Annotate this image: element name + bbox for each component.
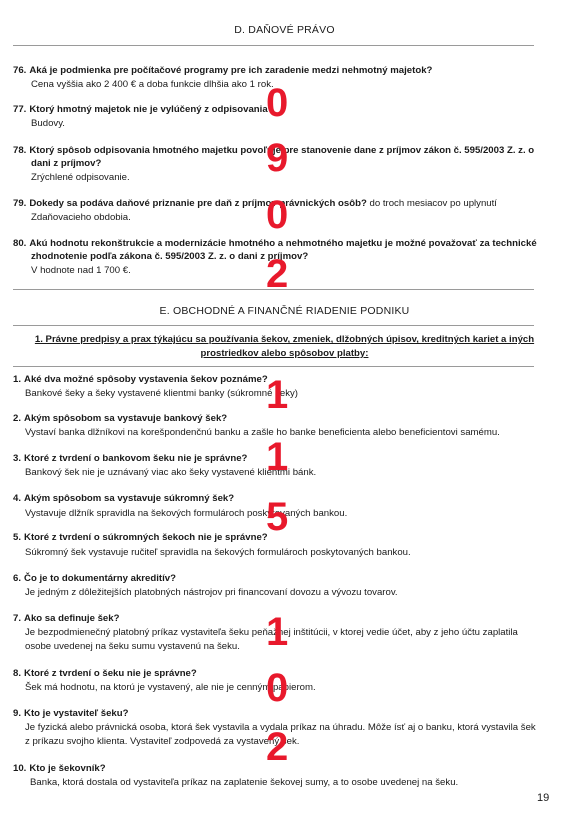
question-78: 78. Ktorý spôsob odpisovania hmotného majetku povoľuje pre stanovenie dane z príjmov zákon č. 595/2003 Z. z. o: [13, 145, 535, 156]
answer-77: Budovy.: [31, 118, 65, 129]
red-digit-mark: 1: [266, 435, 289, 479]
answer-78: Zrýchlené odpisovanie.: [31, 172, 130, 183]
red-digit-mark: 0: [266, 666, 289, 710]
question-80-cont: zhodnotenie podľa zákona č. 595/2003 Z. z. o dani z príjmov?: [31, 251, 309, 262]
red-digit-mark: 9: [266, 136, 289, 180]
answer-e4: Vystavuje dlžník spravidla na šekových formulároch poskytovaných bankou.: [25, 508, 348, 519]
question-e4: 4. Akým spôsobom sa vystavuje súkromný šek?: [13, 493, 235, 504]
answer-e5: Súkromný šek vystavuje ručiteľ spravidla na šekových formulároch poskytovaných bankou.: [25, 547, 411, 558]
red-digit-mark: 2: [266, 252, 289, 296]
divider: [13, 45, 534, 46]
question-e1: 1. Aké dva možné spôsoby vystavenia šekov poznáme?: [13, 374, 268, 385]
answer-e7-cont: osobe uvedenej na šeku sumu vystavenú na šeku.: [25, 641, 240, 652]
answer-e10: Banka, ktorá dostala od vystaviteľa príkaz na zaplatenie šekovej sumy, a to osobe uvedenej na šeku.: [30, 777, 459, 788]
red-digit-mark: 0: [266, 193, 289, 237]
question-e10: 10. Kto je šekovník?: [13, 763, 106, 774]
section-e-subtitle-cont: prostriedkov alebo spôsobov platby:: [200, 348, 369, 359]
section-e-title: E. OBCHODNÉ A FINANČNÉ RIADENIE PODNIKU: [159, 305, 410, 317]
page-number: 19: [537, 792, 550, 804]
red-digit-mark: 1: [266, 373, 289, 417]
question-e2: 2. Akým spôsobom sa vystavuje bankový šek?: [13, 413, 228, 424]
answer-e8: Šek má hodnotu, na ktorú je vystavený, ale nie je cenným papierom.: [25, 682, 316, 693]
red-digit-mark: 2: [266, 725, 289, 769]
answer-e3: Bankový šek nie je uznávaný viac ako šeky vystavené klientmi bánk.: [25, 467, 317, 478]
red-digit-mark: 1: [266, 610, 289, 654]
answer-e9-cont: z príkazu svojho klienta. Vystaviteľ zodpovedá za vystavený šek.: [25, 736, 300, 747]
answer-76: Cena vyššia ako 2 400 € a doba funkcie dlhšia ako 1 rok.: [31, 79, 274, 90]
answer-80: V hodnote nad 1 700 €.: [31, 265, 131, 276]
question-e8: 8. Ktoré z tvrdení o šeku nie je správne?: [13, 668, 197, 679]
divider: [13, 366, 534, 367]
answer-e9: Je fyzická alebo právnická osoba, ktorá šek vystavila a vydala príkaz na úhradu. Môže ísť aj o banku, ktorá vystavila šek: [25, 722, 536, 733]
question-80: 80. Akú hodnotu rekonštrukcie a modernizácie hmotného a nehmotného majetku je možné považovať za technické: [13, 238, 537, 249]
question-e6: 6. Čo je to dokumentárny akreditív?: [13, 573, 176, 584]
section-d-title: D. DAŇOVÉ PRÁVO: [234, 24, 335, 36]
question-e3: 3. Ktoré z tvrdení o bankovom šeku nie je správne?: [13, 453, 248, 464]
divider: [13, 325, 534, 326]
question-76: 76. Aká je podmienka pre počítačové programy pre ich zaradenie medzi nehmotný majetok?: [13, 65, 433, 76]
red-digit-mark: 0: [266, 81, 289, 125]
question-e5: 5. Ktoré z tvrdení o súkromných šekoch nie je správne?: [13, 532, 268, 543]
answer-e1: Bankové šeky a šeky vystavené klientmi banky (súkromné šeky): [25, 388, 299, 399]
question-e9: 9. Kto je vystaviteľ šeku?: [13, 708, 129, 719]
section-e-subtitle: 1. Právne predpisy a prax týkajúcu sa používania šekov, zmeniek, dlžobných úpisov, kreditných kariet a iných: [34, 334, 535, 345]
red-digit-mark: 5: [266, 495, 289, 539]
question-79: 79. Dokedy sa podáva daňové priznanie pre daň z príjmov právnických osôb? do troch mesiacov po uplynutí: [13, 198, 497, 209]
answer-e6: Je jedným z dôležitejších platobných nástrojov pri financovaní dovozu a vývozu tovarov.: [25, 587, 398, 598]
answer-e7: Je bezpodmienečný platobný príkaz vystaviteľa šeku peňažnej inštitúcii, v ktorej vedie účet, aby z jeho účtu zaplatila: [25, 627, 518, 638]
question-e7: 7. Ako sa definuje šek?: [13, 613, 120, 624]
answer-79: Zdaňovacieho obdobia.: [31, 212, 131, 223]
question-78-cont: dani z príjmov?: [31, 158, 102, 169]
answer-e2: Vystaví banka dlžníkovi na korešpondenčnú banku a zašle ho banke beneficienta alebo beneficientovi samému.: [25, 427, 500, 438]
question-77: 77. Ktorý hmotný majetok nie je vylúčený z odpisovania?: [13, 104, 274, 115]
